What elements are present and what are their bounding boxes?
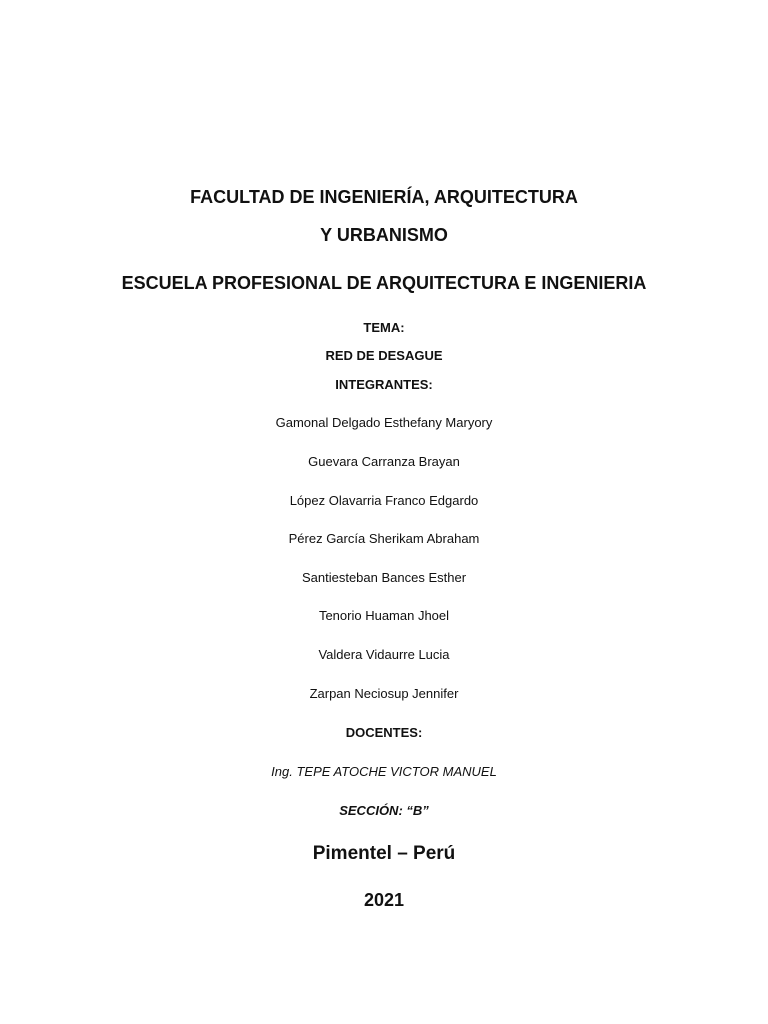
member-name: Santiesteban Bances Esther xyxy=(301,570,467,585)
integrantes-label: INTEGRANTES: xyxy=(335,377,433,392)
member-name: Tenorio Huaman Jhoel xyxy=(318,608,450,623)
member-name: Zarpan Neciosup Jennifer xyxy=(309,686,459,701)
member-name: López Olavarria Franco Edgardo xyxy=(289,493,479,508)
member-name: Valdera Vidaurre Lucia xyxy=(318,647,450,662)
place-location: Pimentel – Perú xyxy=(312,843,456,864)
school-title: ESCUELA PROFESIONAL DE ARQUITECTURA E INGENIERIA xyxy=(121,273,647,293)
tema-label: TEMA: xyxy=(363,320,405,335)
tema-value: RED DE DESAGUE xyxy=(325,348,443,363)
docentes-label: DOCENTES: xyxy=(345,725,423,740)
member-name: Gamonal Delgado Esthefany Maryory xyxy=(275,415,493,430)
member-name: Pérez García Sherikam Abraham xyxy=(288,531,480,546)
faculty-title-line2: Y URBANISMO xyxy=(320,225,448,245)
document-year: 2021 xyxy=(363,890,405,910)
seccion-label: SECCIÓN: “B” xyxy=(339,803,429,818)
docente-name: Ing. TEPE ATOCHE VICTOR MANUEL xyxy=(271,764,497,779)
member-name: Guevara Carranza Brayan xyxy=(308,454,460,469)
faculty-title-line1: FACULTAD DE INGENIERÍA, ARQUITECTURA xyxy=(190,187,578,207)
